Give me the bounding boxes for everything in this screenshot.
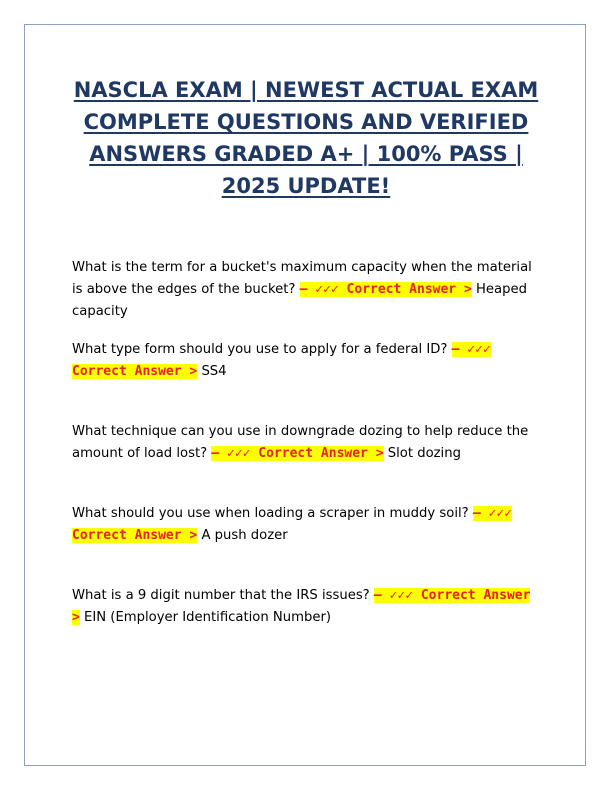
qa-item bbox=[72, 257, 542, 339]
correct-answer-marker: – ✓✓✓ Correct Answer > bbox=[299, 282, 472, 297]
qa-item bbox=[72, 503, 542, 585]
answer-text: A push dozer bbox=[201, 528, 288, 543]
answer-text: Heaped capacity bbox=[72, 282, 527, 319]
qa-item bbox=[72, 421, 542, 503]
document-title: NASCLA EXAM | NEWEST ACTUAL EXAM COMPLETE QUESTIONS AND VERIFIED ANSWERS GRADED A+ | 100% PASS | 2025 UPDATE! bbox=[73, 78, 539, 198]
qa-item bbox=[72, 339, 542, 421]
correct-answer-marker: – ✓✓✓ Correct Answer > bbox=[72, 506, 513, 543]
correct-answer-marker: – ✓✓✓ Correct Answer > bbox=[72, 342, 491, 379]
question-text: What is the term for a bucket's maximum capacity when the material is above the edges of the bucket? bbox=[72, 260, 532, 297]
qa-list bbox=[72, 257, 542, 667]
answer-text: SS4 bbox=[201, 364, 227, 379]
answer-text: Slot dozing bbox=[387, 446, 461, 461]
question-text: What type form should you use to apply for a federal ID? bbox=[72, 342, 448, 357]
correct-answer-marker: – ✓✓✓ Correct Answer > bbox=[72, 588, 531, 625]
answer-text: EIN (Employer Identification Number) bbox=[84, 610, 332, 625]
question-text: What should you use when loading a scraper in muddy soil? bbox=[72, 506, 469, 521]
qa-item bbox=[72, 585, 542, 667]
correct-answer-marker: – ✓✓✓ Correct Answer > bbox=[211, 446, 384, 461]
question-text: What technique can you use in downgrade dozing to help reduce the amount of load lost? bbox=[72, 424, 529, 461]
question-text: What is a 9 digit number that the IRS issues? bbox=[72, 588, 370, 603]
